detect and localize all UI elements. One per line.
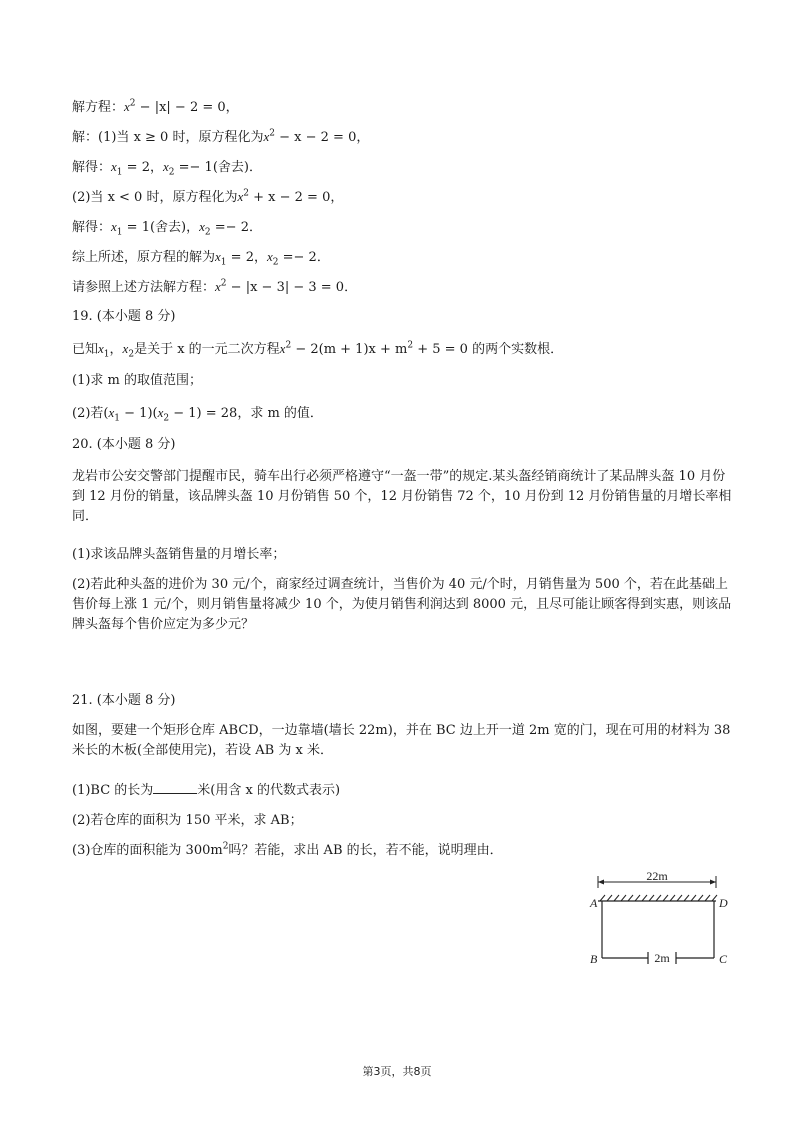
q21-part-2: (2)若仓库的面积为 150 平米，求 AB； [72,813,303,828]
intro-line-4: (2)当 x < 0 时，原方程化为$x^2 + x - 2 = 0$， [72,188,344,205]
q21-part-3: (3)仓库的面积能为 $300m^2$吗？若能，求出 AB 的长，若不能，说明理由． [72,841,503,858]
q20-stem: 龙岩市公安交警部门提醒市民，骑车出行必须严格遵守“一盔一带”的规定.某头盔经销商统计了某品牌头盔 10 月份到 12 月份的销量，该品牌头盔 10 月份销售 50 个，12 月份销售 72 个，10 月份到 12 月份销售量的月增长率相同． [72,469,732,524]
intro-line-1: 解方程：$x^2 - |x| - 2 = 0$， [72,98,239,115]
q19-part-2: (2)若$(x_1 - 1)(x_2 - 1) = 28$，求 m 的值． [72,405,323,424]
intro-line-2: 解：(1)当 x ≥ 0 时，原方程化为$x^2 - x - 2 = 0$， [72,128,370,145]
q21-header: 21. (本小题 8 分) [72,693,176,708]
wall-hatching [600,895,717,901]
q20-header: 20. (本小题 8 分) [72,437,176,452]
q21-part-1: (1)BC 的长为 米(用含 x 的代数式表示) [72,783,341,798]
q19-part-1: (1)求 m 的取值范围； [72,373,203,388]
page-footer: 第3页，共8页 [362,1065,432,1078]
intro-line-3: 解得：$x_1 = 2$，$x_2 =- 1$(舍去)． [72,159,262,178]
intro-line-5: 解得：$x_1 = 1$(舍去)，$x_2 =- 2$． [72,219,262,238]
vertex-a-label: A [590,896,598,910]
q20-part-2: (2)若此种头盔的进价为 30 元/个，商家经过调查统计，当售价为 40 元/个时，月销售量为 500 个，若在此基础上售价每上涨 1 元/个，则月销售量将减少 10 个，为使月销售利润达到 8000 元，且尽可能让顾客得到实惠，则该品牌头盔每个售价应定为多少元？ [72,577,732,632]
q19-header: 19. (本小题 8 分) [72,309,176,324]
vertex-c-label: C [719,952,728,966]
door-width-label: 2m [654,951,670,965]
vertex-d-label: D [719,896,728,910]
warehouse-figure [580,872,740,972]
intro-line-7: 请参照上述方法解方程：$x^2 - |x - 3| - 3 = 0$． [72,278,358,295]
answer-blank [153,781,197,794]
intro-line-6: 综上所述，原方程的解为$x_1 = 2$，$x_2 =- 2$． [72,249,330,268]
q20-part-1: (1)求该品牌头盔销售量的月增长率； [72,547,286,562]
q19-stem: 已知$x_1$，$x_2$是关于 x 的一元二次方程$x^2 - 2(m + 1)x + m^2 + 5 = 0$ 的两个实数根． [72,340,564,360]
vertex-b-label: B [590,952,598,966]
q21-stem: 如图，要建一个矩形仓库 ABCD，一边靠墙(墙长 22m)，并在 BC 边上开一道 2m 宽的门，现在可用的材料为 38 米长的木板(全部使用完)，若设 AB 为 x 米． [72,723,731,758]
wall-length-label: 22m [646,872,668,883]
